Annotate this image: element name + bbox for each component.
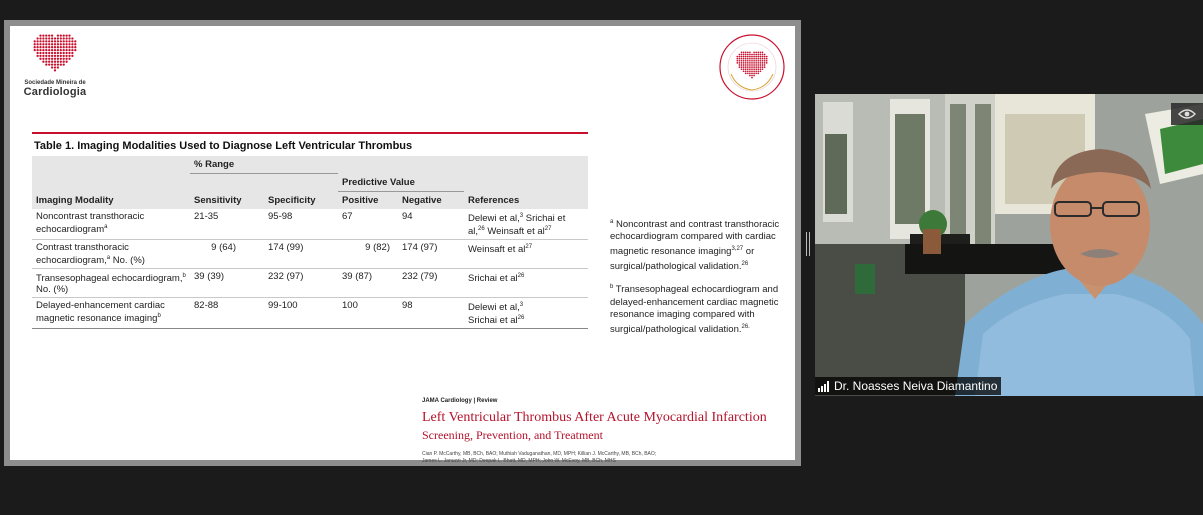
footnote-b: $^b$ Transesophageal echocardiogram and delayed-enhancement cardiac magnetic resonance imaging compared with surgical/pathological validation.$^{26.}$ — [610, 284, 779, 335]
table-row: Contrast transthoracic echocardiogram,$^a$ No. (%) 9 (64) 174 (99) 9 (82) 174 (97) Weinsaft et $al^{27}$ — [32, 239, 588, 268]
specificity-cell: 232 (97) — [268, 270, 304, 282]
participant-name-tag — [815, 377, 1001, 395]
positive-cell: 39 (87) — [342, 270, 373, 282]
table-footnotes — [610, 216, 788, 344]
col-negative: Negative — [402, 194, 442, 206]
shared-screen — [4, 20, 801, 466]
imaging-table — [32, 132, 588, 329]
modality-cell: Contrast transthoracic echocardiogram, — [36, 241, 129, 266]
references-cell: Delewi et al,$^3$ Srichai et $al^{26}$ — [468, 302, 525, 327]
table-top-rule — [32, 132, 588, 134]
logo-line1: Sociedade Mineira de — [24, 80, 86, 86]
video-frame — [815, 94, 1203, 396]
sensitivity-cell: 9 (64) — [211, 241, 236, 253]
participant-name: Dr. Noasses Neiva Diamantino — [834, 379, 998, 393]
article-authors: Cian P. McCarthy, MB, BCh, BAO; Muthiah Vaduganathan, MD, MPH; Killian J. McCarthy, MB, BCh, BAO; James L. Januzzi Jr, MD; Deepak L. Bhatt, MD, MPH; John W. McEvoy, MB, BCh, MHS — [422, 451, 657, 464]
table-row: Transesophageal echocardiogram,$^b$ No. (%) 39 (39) 232 (97) 39 (87) 232 (79) Srichai et $al^{26}$ — [32, 268, 588, 297]
positive-cell: 9 (82) — [365, 241, 390, 253]
negative-cell: 98 — [402, 300, 413, 312]
table-row — [32, 209, 588, 240]
specificity-cell: 174 (99) — [268, 241, 304, 253]
article-citation — [422, 398, 792, 465]
references-cell: Srichai et $al^{26}$ — [468, 272, 525, 285]
table-title: Table 1. Imaging Modalities Used to Diagnose Left Ventricular Thrombus — [34, 140, 413, 152]
regional-seal-icon — [717, 32, 787, 102]
col-references: References — [468, 194, 520, 206]
col-specificity: Specificity — [268, 194, 316, 206]
col-imaging-modality: Imaging Modality — [36, 194, 114, 206]
modality-cell: Transesophageal echocardiogram, — [36, 273, 183, 285]
heart-dots-logo-icon — [29, 34, 81, 74]
sensitivity-cell: 21-35 — [194, 210, 219, 222]
article-subtitle: Screening, Prevention, and Treatment — [422, 428, 603, 442]
negative-cell: 174 (97) — [402, 241, 438, 253]
regional-logo — [717, 32, 787, 102]
positive-cell: 67 — [342, 210, 353, 222]
signal-bars-icon — [818, 381, 829, 392]
modality-table — [32, 156, 588, 329]
modality-cell: Delayed-enhancement cardiac magnetic resonance imaging — [36, 300, 165, 325]
participant-video[interactable] — [815, 94, 1203, 396]
negative-cell: 232 (79) — [402, 270, 438, 282]
society-logo — [20, 34, 90, 98]
modality-sup: a — [104, 223, 108, 230]
references-cell: Weinsaft et $al^{27}$ — [468, 243, 533, 255]
table-row: Delayed-enhancement cardiac magnetic resonance imaging$^b$ 82-88 99-100 100 98 Delewi et al,$^3$ Srichai et $al^{26}$ — [32, 298, 588, 329]
predictive-group-header: Predictive Value — [338, 174, 464, 192]
presentation-slide — [10, 26, 795, 464]
modality-cell: Noncontrast transthoracic echocardiogram — [36, 210, 145, 235]
positive-cell: 100 — [342, 300, 358, 312]
range-group-header: % Range — [190, 156, 338, 174]
specificity-cell: 95-98 — [268, 210, 293, 222]
specificity-cell: 99-100 — [268, 300, 298, 312]
col-positive: Positive — [342, 194, 379, 206]
eye-icon[interactable] — [1171, 103, 1203, 125]
journal-name: JAMA Cardiology | Review — [422, 398, 498, 404]
sensitivity-cell: 82-88 — [194, 300, 219, 312]
panel-splitter-handle[interactable] — [806, 232, 810, 256]
sensitivity-cell: 39 (39) — [194, 270, 225, 282]
col-sensitivity: Sensitivity — [194, 194, 242, 206]
negative-cell: 94 — [402, 210, 413, 222]
article-title: Left Ventricular Thrombus After Acute Myocardial Infarction — [422, 410, 767, 425]
footnote-a: $^a$ Noncontrast and contrast transthoracic echocardiogram compared with cardiac magnetic resonance imaging$^{3,27}$ or surgical/pathological validation.$^{26}$ — [610, 219, 780, 273]
references-cell: Delewi et al,$^3$ Srichai et al,$^{26}$ Weinsaft et $al^{27}$ — [468, 212, 566, 237]
logo-line2: Cardiologia — [23, 86, 87, 98]
